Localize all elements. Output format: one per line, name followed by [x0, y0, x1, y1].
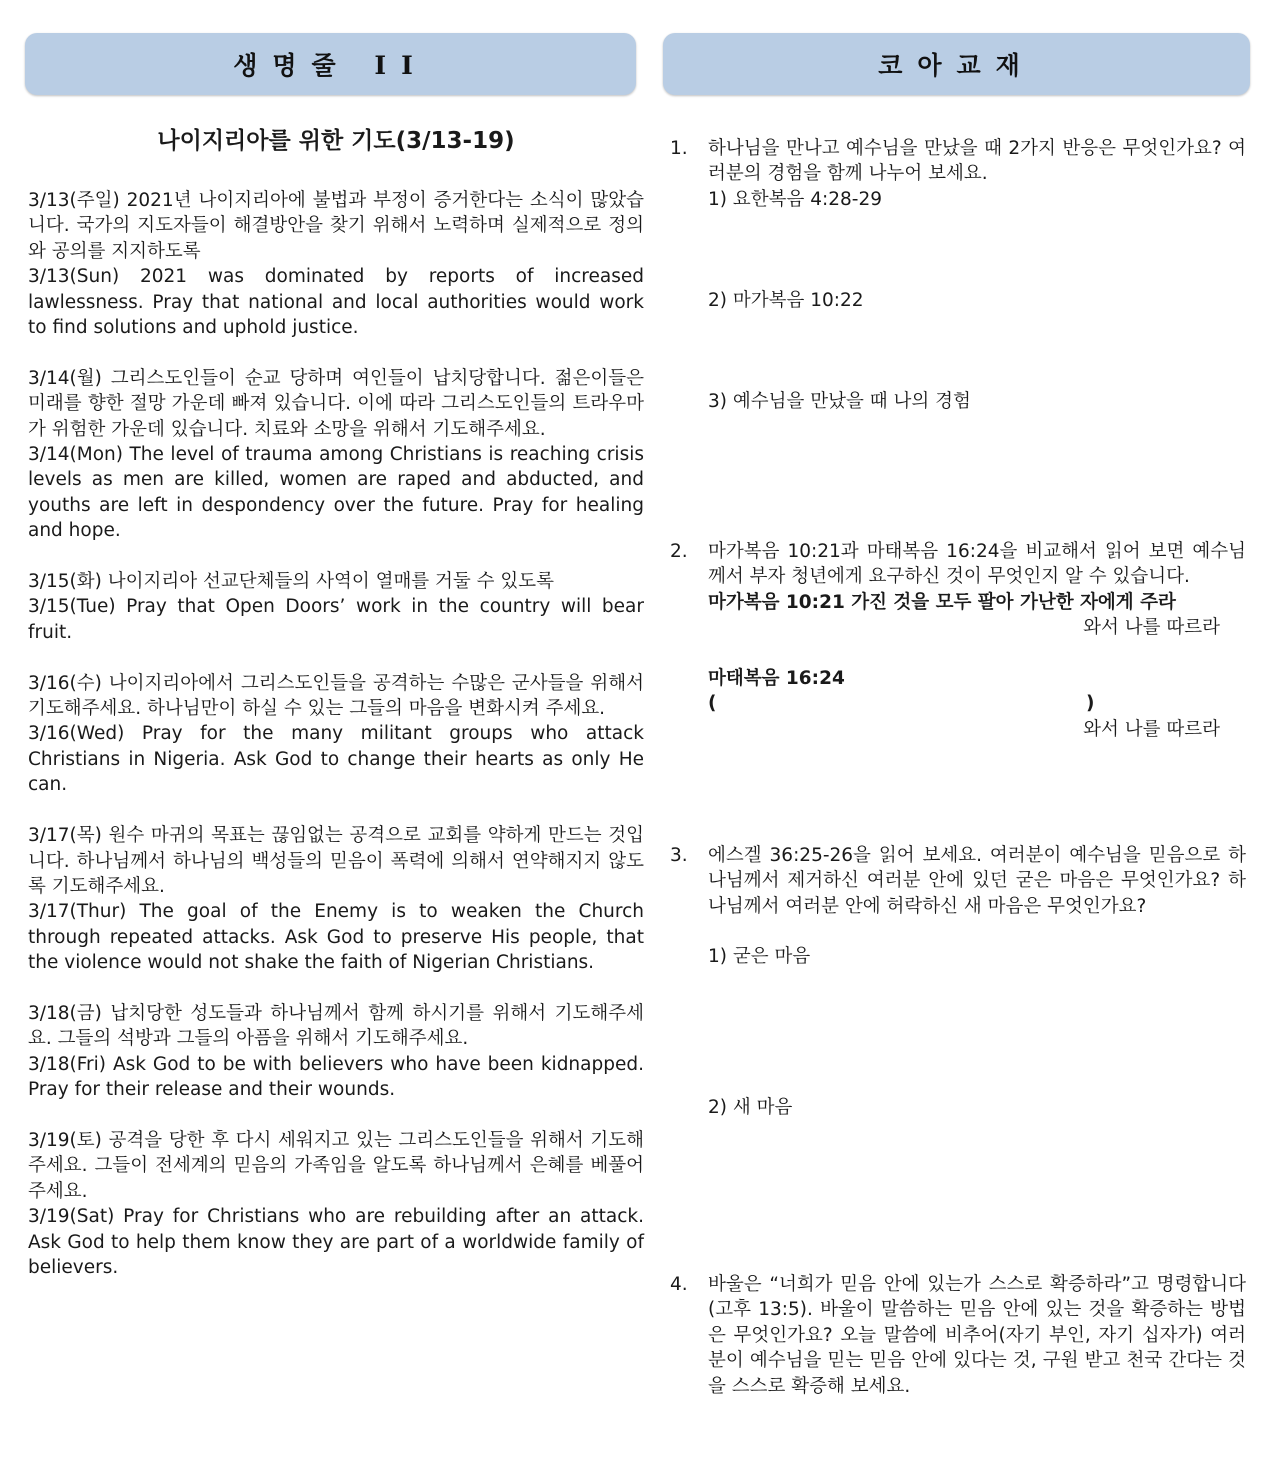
- right-header-banner: [663, 33, 1250, 95]
- prayer-list: [28, 188, 644, 1306]
- matthew-verse: 마태복음 16:24: [708, 668, 845, 690]
- prayer-entry-english: 3/15(Tue) Pray that Open Doors’ work in the country will bear fruit.: [28, 596, 644, 643]
- left-header-title: 생명줄 II: [233, 51, 428, 80]
- question-1: [670, 136, 1246, 412]
- prayer-entry: [28, 188, 644, 340]
- question-text: 하나님을 만나고 예수님을 만났을 때 2가지 반응은 무엇인가요? 여러분의 경험을 함께 나누어 보세요.: [708, 138, 1246, 185]
- prayer-entry-english: 3/14(Mon) The level of trauma among Christians is reaching crisis levels as men are killed, women are raped and abducted, and youths are left in despondency over the future. Pray for healing and hope.: [28, 444, 644, 542]
- open-paren: (: [708, 693, 717, 715]
- question-number: 2.: [670, 541, 688, 562]
- answer-prompt: 1) 요한복음 4:28-29: [708, 189, 882, 210]
- prayer-entry: [28, 1128, 644, 1280]
- right-header-title: 코아교재: [878, 51, 1035, 80]
- answer-prompt: 2) 새 마음: [708, 1097, 793, 1118]
- prayer-entry-english: 3/19(Sat) Pray for Christians who are rebuilding after an attack. Ask God to help them know they are part of a worldwide family of believers.: [28, 1206, 644, 1278]
- prayer-entry-korean: 3/16(수) 나이지리아에서 그리스도인들을 공격하는 수많은 군사들을 위해서 기도해주세요. 하나님만이 하실 수 있는 그들의 마음을 변화시켜 주세요.: [28, 672, 644, 720]
- answer-prompt: 3) 예수님을 만났을 때 나의 경험: [708, 391, 971, 412]
- prayer-entry-korean: 3/17(목) 원수 마귀의 목표는 끊임없는 공격으로 교회를 약하게 만드는 것입니다. 하나님께서 하나님의 백성들의 믿음이 폭력에 의해서 연약해지지 않도록 기도해주세요.: [28, 825, 644, 897]
- prayer-entry: [28, 1001, 644, 1103]
- prayer-entry: [28, 366, 644, 544]
- prayer-entry-korean: 3/15(화) 나이지리아 선교단체들의 사역이 열매를 거둘 수 있도록: [28, 571, 555, 593]
- follow-me-line: 와서 나를 따르라: [1083, 718, 1220, 740]
- question-number: 3.: [670, 845, 688, 866]
- prayer-entry-english: 3/13(Sun) 2021 was dominated by reports of increased lawlessness. Pray that national and local authorities would work to find solutions and uphold justice.: [28, 266, 644, 339]
- question-text: 바울은 “너희가 믿음 안에 있는가 스스로 확증하라”고 명령합니다(고후 13:5). 바울이 말씀하는 믿음 안에 있는 것을 확증하는 방법은 무엇인가요? 오늘 말씀에 비추어(자기 부인, 자기 십자가) 여러분이 예수님을 믿는 믿음 안에 있다는 것, 구원 받고 천국 간다는 것을 스스로 확증해 보세요.: [708, 1274, 1246, 1397]
- prayer-entry-english: 3/17(Thur) The goal of the Enemy is to weaken the Church through repeated attacks. Ask God to preserve His people, that the violence would not shake the faith of Nigerian Christians.: [28, 901, 644, 974]
- prayer-entry-korean: 3/14(월) 그리스도인들이 순교 당하며 여인들이 납치당합니다. 젊은이들은 미래를 향한 절망 가운데 빠져 있습니다. 이에 따라 그리스도인들의 트라우마가 위험한 가운데 있습니다. 치료와 소망을 위해서 기도해주세요.: [28, 367, 644, 440]
- prayer-entry: [28, 569, 644, 645]
- prayer-entry-korean: 3/19(토) 공격을 당한 후 다시 세워지고 있는 그리스도인들을 위해서 기도해주세요. 그들이 전세계의 믿음의 가족임을 알도록 하나님께서 은혜를 베풀어주세요.: [28, 1129, 644, 1202]
- prayer-entry-korean: 3/13(주일) 2021년 나이지리아에 불법과 부정이 증거한다는 소식이 많았습니다. 국가의 지도자들이 해결방안을 찾기 위해서 노력하며 실제적으로 정의와 공의를 지지하도록: [28, 190, 644, 262]
- close-paren: ): [1086, 693, 1095, 715]
- fill-in-blank: [708, 691, 1246, 716]
- mark-verse: 마가복음 10:21 가진 것을 모두 팔아 가난한 자에게 주라: [708, 591, 1176, 613]
- prayer-title: 나이지리아를 위한 기도(3/13-19): [157, 128, 515, 154]
- answer-prompt: 2) 마가복음 10:22: [708, 290, 864, 311]
- prayer-entry: [28, 671, 644, 798]
- question-text: 마가복음 10:21과 마태복음 16:24을 비교해서 읽어 보면 예수님께서 부자 청년에게 요구하신 것이 무엇인지 알 수 있습니다.: [708, 541, 1246, 588]
- question-text: 에스겔 36:25-26을 읽어 보세요. 여러분이 예수님을 믿음으로 하나님께서 제거하신 여러분 안에 있던 굳은 마음은 무엇인가요? 하나님께서 여러분 안에 허락하신 새 마음은 무엇인가요?: [708, 845, 1246, 917]
- question-3: [670, 843, 1246, 1118]
- follow-me-line: 와서 나를 따르라: [1083, 617, 1220, 639]
- question-2: [670, 539, 1246, 742]
- left-header-banner: [25, 33, 636, 95]
- prayer-entry-english: 3/16(Wed) Pray for the many militant groups who attack Christians in Nigeria. Ask God to change their hearts as only He can.: [28, 723, 644, 796]
- answer-prompt: 1) 굳은 마음: [708, 946, 811, 967]
- question-4: [670, 1272, 1246, 1399]
- prayer-entry-english: 3/18(Fri) Ask God to be with believers who have been kidnapped. Pray for their release and their wounds.: [28, 1053, 644, 1101]
- prayer-entry-korean: 3/18(금) 납치당한 성도들과 하나님께서 함께 하시기를 위해서 기도해주세요. 그들의 석방과 그들의 아픔을 위해서 기도해주세요.: [28, 1002, 644, 1050]
- question-number: 4.: [670, 1274, 688, 1295]
- prayer-entry: [28, 823, 644, 975]
- question-number: 1.: [670, 138, 688, 159]
